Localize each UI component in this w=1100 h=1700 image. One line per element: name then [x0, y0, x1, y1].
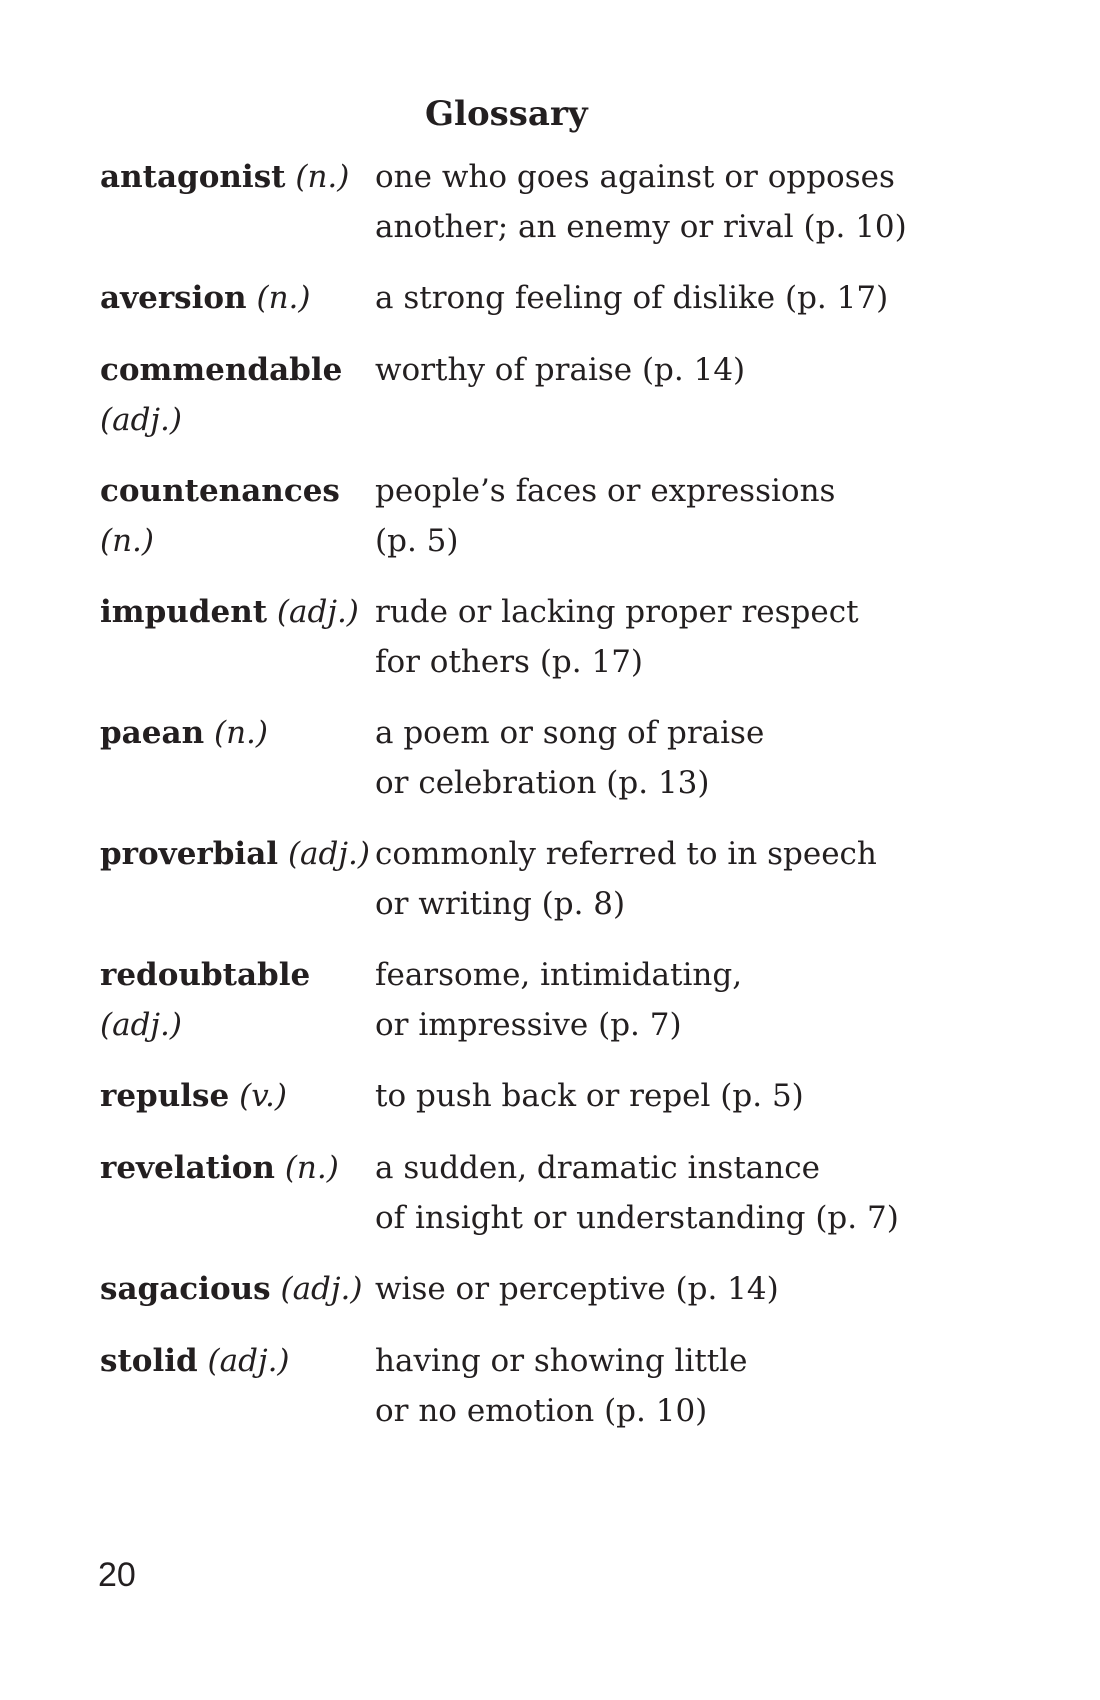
definition — [375, 152, 960, 252]
definition-line: or impressive (p. 7) — [375, 1007, 682, 1043]
term-column — [100, 1071, 370, 1121]
term: proverbial — [100, 836, 279, 872]
part-of-speech: (adj.) — [100, 1007, 182, 1043]
term: antagonist — [100, 159, 286, 195]
definition-line: or celebration (p. 13) — [375, 765, 710, 801]
term: sagacious — [100, 1271, 271, 1307]
definition-line: worthy of praise (p. 14) — [375, 352, 746, 388]
page-number: 20 — [98, 1556, 136, 1594]
term-column — [100, 829, 370, 879]
definition — [375, 950, 960, 1050]
part-of-speech: (n.) — [100, 523, 155, 559]
term: paean — [100, 715, 205, 751]
definition-line: wise or perceptive (p. 14) — [375, 1271, 779, 1307]
part-of-speech: (adj.) — [207, 1343, 290, 1379]
term: stolid — [100, 1343, 198, 1379]
part-of-speech: (n.) — [213, 715, 268, 751]
definition — [375, 587, 960, 687]
definition — [375, 345, 960, 395]
term-column — [100, 1336, 370, 1386]
part-of-speech: (adj.) — [276, 594, 359, 630]
definition-line: a poem or song of praise — [375, 715, 765, 751]
term: commendable — [100, 352, 343, 388]
part-of-speech: (adj.) — [100, 402, 182, 438]
definition-line: (p. 5) — [375, 523, 459, 559]
definition — [375, 1336, 960, 1436]
term-column — [100, 587, 370, 637]
definition-line: people’s faces or expressions — [375, 473, 836, 509]
term-column — [100, 1143, 370, 1193]
page-title: Glossary — [425, 94, 588, 134]
definition-line: a sudden, dramatic instance — [375, 1150, 820, 1186]
definition — [375, 1143, 960, 1243]
term-column — [100, 950, 370, 1050]
term-column — [100, 708, 370, 758]
definition-line: for others (p. 17) — [375, 644, 644, 680]
part-of-speech: (n.) — [256, 280, 311, 316]
part-of-speech: (adj.) — [287, 836, 370, 872]
definition-line: another; an enemy or rival (p. 10) — [375, 209, 907, 245]
part-of-speech: (n.) — [284, 1150, 339, 1186]
definition — [375, 708, 960, 808]
definition — [375, 466, 960, 566]
term-column — [100, 273, 370, 323]
definition-line: commonly referred to in speech — [375, 836, 877, 872]
part-of-speech: (v.) — [239, 1078, 287, 1114]
definition-line: or no emotion (p. 10) — [375, 1393, 708, 1429]
term-column — [100, 1264, 370, 1314]
definition — [375, 1264, 960, 1314]
definition-line: to push back or repel (p. 5) — [375, 1078, 804, 1114]
definition-line: a strong feeling of dislike (p. 17) — [375, 280, 889, 316]
definition — [375, 829, 960, 929]
term: revelation — [100, 1150, 275, 1186]
term: countenances — [100, 473, 340, 509]
definition-line: or writing (p. 8) — [375, 886, 626, 922]
definition-line: fearsome, intimidating, — [375, 957, 743, 993]
definition-line: rude or lacking proper respect — [375, 594, 859, 630]
term-column — [100, 466, 370, 566]
term: repulse — [100, 1078, 230, 1114]
term: impudent — [100, 594, 268, 630]
term-column — [100, 152, 370, 202]
definition-line: of insight or understanding (p. 7) — [375, 1200, 899, 1236]
term-column — [100, 345, 370, 445]
definition-line: one who goes against or opposes — [375, 159, 895, 195]
part-of-speech: (n.) — [295, 159, 350, 195]
definition — [375, 273, 960, 323]
part-of-speech: (adj.) — [280, 1271, 363, 1307]
definition — [375, 1071, 960, 1121]
term: aversion — [100, 280, 247, 316]
definition-line: having or showing little — [375, 1343, 748, 1379]
term: redoubtable — [100, 957, 311, 993]
